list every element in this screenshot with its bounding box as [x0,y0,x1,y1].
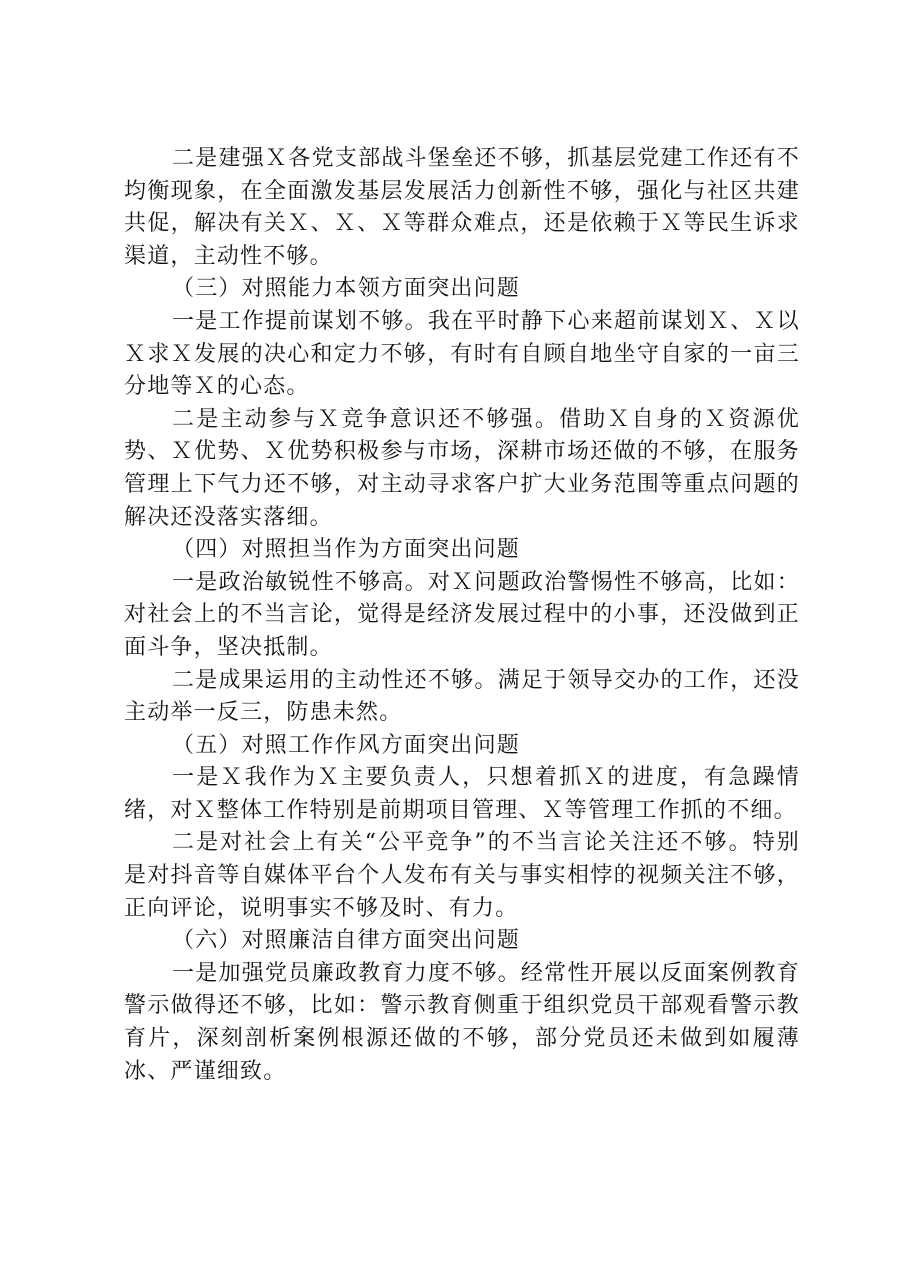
document-body [124,143,800,1088]
paragraph-competition: 二是主动参与Ｘ竞争意识还不够强。借助Ｘ自身的Ｘ资源优势、Ｘ优势、Ｘ优势积极参与市场，深耕市场还做的不够，在服务管理上下气力还不够，对主动寻求客户扩大业务范围等重点问题的解决还没落实落细。 [124,406,800,530]
paragraph-party-branch: 二是建强Ｘ各党支部战斗堡垒还不够，抓基层党建工作还有不均衡现象，在全面激发基层发展活力创新性不够，强化与社区共建共促，解决有关Ｘ、Ｘ、Ｘ等群众难点，还是依赖于Ｘ等民生诉求渠道，主动性不够。 [124,146,800,269]
paragraph-work-progress: 一是Ｘ我作为Ｘ主要负责人，只想着抓Ｘ的进度，有急躁情绪，对Ｘ整体工作特别是前期项目管理、Ｘ等管理工作抓的不细。 [124,765,800,823]
section-heading-3: （三）对照能力本领方面突出问题 [172,276,521,302]
paragraph-political-sensitivity: 一是政治敏锐性不够高。对Ｘ问题政治警惕性不够高，比如：对社会上的不当言论，觉得是经济发展过程中的小事，还没做到正面斗争，坚决抵制。 [124,569,800,660]
paragraph-fair-competition: 二是对社会上有关“公平竞争”的不当言论关注还不够。特别是对抖音等自媒体平台个人发布有关与事实相悖的视频关注不够，正向评论，说明事实不够及时、有力。 [124,830,800,921]
section-heading-5: （五）对照工作作风方面突出问题 [172,732,521,758]
paragraph-planning: 一是工作提前谋划不够。我在平时静下心来超前谋划Ｘ、Ｘ以Ｘ求Ｘ发展的决心和定力不够，有时有自顾自地坐守自家的一亩三分地等Ｘ的心态。 [124,308,800,400]
paragraph-results-application: 二是成果运用的主动性还不够。满足于领导交办的工作，还没主动举一反三，防患未然。 [124,667,800,726]
section-heading-6: （六）对照廉洁自律方面突出问题 [172,928,521,954]
paragraph-integrity-education: 一是加强党员廉政教育力度不够。经常性开展以反面案例教育警示做得还不够，比如：警示教育侧重于组织党员干部观看警示教育片，深刻剖析案例根源还做的不够，部分党员还未做到如履薄冰、严谨细致。 [124,960,800,1084]
section-heading-4: （四）对照担当作为方面突出问题 [172,537,521,563]
